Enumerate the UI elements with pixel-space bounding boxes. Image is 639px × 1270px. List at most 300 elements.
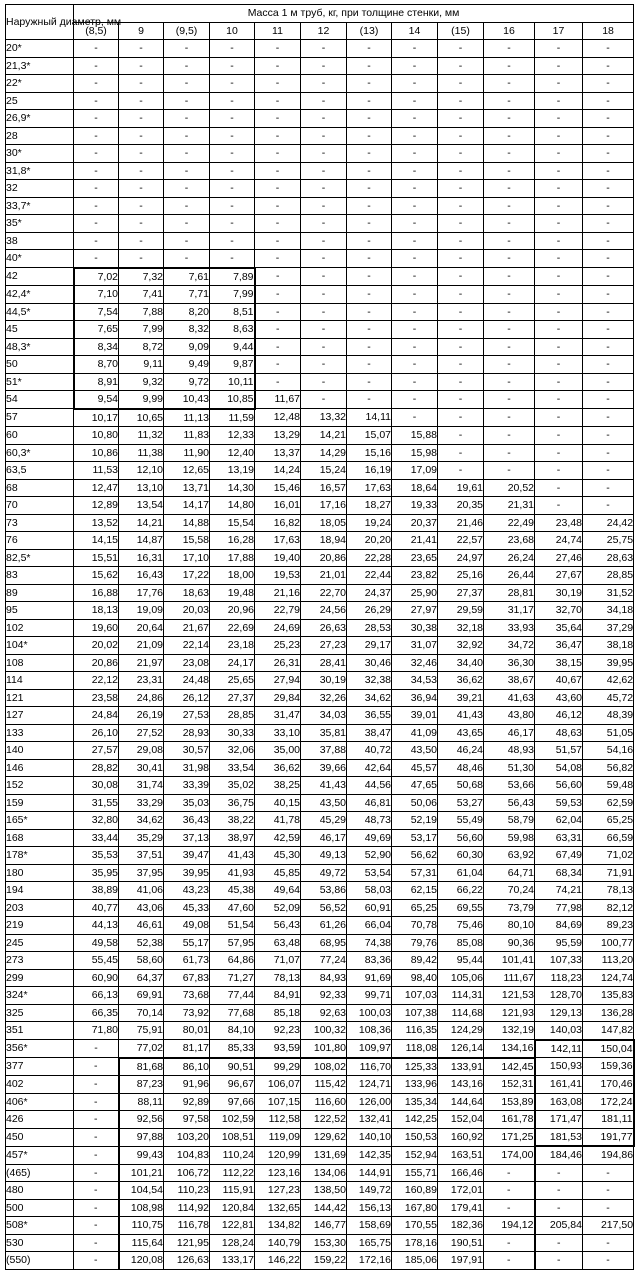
mass-cell: 97,58 — [164, 1111, 210, 1129]
diameter-cell: 33,7* — [6, 197, 74, 215]
mass-cell: 81,17 — [164, 1040, 210, 1058]
mass-cell: 14,30 — [210, 479, 255, 497]
mass-cell: - — [74, 1217, 119, 1235]
diameter-cell: 159 — [6, 794, 74, 812]
mass-cell: 38,15 — [535, 654, 583, 672]
diameter-cell: 38 — [6, 232, 74, 250]
mass-cell: 30,33 — [210, 724, 255, 742]
mass-cell: 49,58 — [74, 934, 119, 952]
mass-cell: 62,15 — [392, 882, 438, 900]
mass-cell: - — [438, 321, 484, 339]
mass-cell: - — [438, 268, 484, 286]
mass-cell: 26,19 — [119, 707, 164, 725]
mass-cell: - — [484, 92, 535, 110]
mass-cell: - — [255, 338, 301, 356]
mass-cell: - — [301, 145, 347, 163]
mass-cell: 35,64 — [535, 619, 583, 637]
mass-cell: 166,46 — [438, 1164, 484, 1182]
table-row — [6, 654, 634, 672]
mass-cell: 16,43 — [119, 567, 164, 585]
mass-cell: 15,46 — [255, 479, 301, 497]
mass-cell: 37,95 — [119, 864, 164, 882]
mass-cell: 56,60 — [438, 829, 484, 847]
table-row — [6, 321, 634, 339]
mass-cell: 45,85 — [255, 864, 301, 882]
mass-cell: - — [484, 40, 535, 58]
mass-cell: 28,85 — [210, 707, 255, 725]
mass-cell: - — [255, 268, 301, 286]
mass-cell: 26,31 — [255, 654, 301, 672]
mass-cell: 36,94 — [392, 689, 438, 707]
mass-cell: - — [255, 127, 301, 145]
mass-cell: 33,44 — [74, 829, 119, 847]
mass-cell: 26,12 — [164, 689, 210, 707]
mass-cell: 11,67 — [255, 391, 301, 409]
mass-cell: 73,92 — [164, 1004, 210, 1022]
mass-cell: 24,37 — [347, 584, 392, 602]
mass-cell: 43,23 — [164, 882, 210, 900]
mass-cell: 111,67 — [484, 969, 535, 987]
mass-cell: - — [392, 303, 438, 321]
mass-cell: 129,62 — [301, 1128, 347, 1146]
mass-cell: 152,94 — [392, 1146, 438, 1164]
mass-cell: 134,82 — [255, 1217, 301, 1235]
mass-cell: 28,81 — [484, 584, 535, 602]
mass-cell: 116,60 — [301, 1093, 347, 1111]
mass-cell: 23,08 — [164, 654, 210, 672]
mass-cell: 54,16 — [583, 742, 634, 760]
mass-cell: - — [74, 145, 119, 163]
diameter-cell: 203 — [6, 899, 74, 917]
mass-cell: - — [392, 232, 438, 250]
mass-cell: 159,22 — [301, 1252, 347, 1270]
mass-cell: 54,08 — [535, 759, 583, 777]
mass-cell: - — [535, 40, 583, 58]
mass-cell: - — [583, 497, 634, 515]
mass-cell: 24,86 — [119, 689, 164, 707]
mass-cell: - — [484, 250, 535, 268]
mass-cell: 27,94 — [255, 672, 301, 690]
mass-cell: 99,71 — [347, 987, 392, 1005]
diameter-cell: 22* — [6, 75, 74, 93]
mass-cell: - — [347, 250, 392, 268]
mass-cell: - — [583, 250, 634, 268]
mass-cell: 84,91 — [255, 987, 301, 1005]
mass-cell: 101,21 — [119, 1164, 164, 1182]
header-row-top — [6, 5, 634, 23]
mass-cell: 14,17 — [164, 497, 210, 515]
mass-cell: 27,67 — [535, 567, 583, 585]
mass-cell: 20,37 — [392, 514, 438, 532]
mass-cell: 51,54 — [210, 917, 255, 935]
mass-cell: 144,64 — [438, 1093, 484, 1111]
mass-cell: 18,63 — [164, 584, 210, 602]
mass-cell: 27,46 — [535, 549, 583, 567]
mass-cell: 30,19 — [301, 672, 347, 690]
mass-cell: 93,59 — [255, 1040, 301, 1058]
mass-cell: - — [301, 162, 347, 180]
mass-cell: 69,55 — [438, 899, 484, 917]
diameter-cell: 530 — [6, 1234, 74, 1252]
mass-cell: 32,18 — [438, 619, 484, 637]
mass-cell: 99,43 — [119, 1146, 164, 1164]
diameter-cell: 426 — [6, 1111, 74, 1129]
table-row — [6, 742, 634, 760]
mass-cell: 56,82 — [583, 759, 634, 777]
mass-cell: - — [301, 268, 347, 286]
mass-cell: 101,80 — [301, 1040, 347, 1058]
mass-cell: 26,29 — [347, 602, 392, 620]
mass-cell: 97,66 — [210, 1093, 255, 1111]
diameter-cell: 114 — [6, 672, 74, 690]
mass-cell: - — [535, 1182, 583, 1200]
mass-cell: 61,04 — [438, 864, 484, 882]
mass-cell: 21,97 — [119, 654, 164, 672]
mass-cell: - — [210, 197, 255, 215]
mass-cell: - — [164, 232, 210, 250]
thickness-header: 17 — [535, 22, 583, 40]
mass-cell: 159,36 — [583, 1058, 634, 1076]
mass-cell: 152,31 — [484, 1076, 535, 1094]
mass-cell: 140,10 — [347, 1128, 392, 1146]
diameter-cell: 63,5 — [6, 462, 74, 480]
mass-cell: 89,23 — [583, 917, 634, 935]
mass-cell: - — [301, 286, 347, 304]
mass-cell: - — [301, 321, 347, 339]
table-row — [6, 75, 634, 93]
mass-cell: 19,24 — [347, 514, 392, 532]
mass-cell: 140,03 — [535, 1022, 583, 1040]
mass-cell: 12,47 — [74, 479, 119, 497]
mass-cell: 27,97 — [392, 602, 438, 620]
mass-cell: 144,42 — [301, 1199, 347, 1217]
mass-cell: 70,78 — [392, 917, 438, 935]
mass-cell: - — [438, 250, 484, 268]
mass-cell: - — [74, 1182, 119, 1200]
mass-cell: 64,86 — [210, 952, 255, 970]
mass-cell: 41,43 — [210, 847, 255, 865]
mass-cell: 12,10 — [119, 462, 164, 480]
mass-cell: 66,35 — [74, 1004, 119, 1022]
mass-cell: - — [119, 127, 164, 145]
mass-cell: 128,24 — [210, 1234, 255, 1252]
mass-cell: 102,59 — [210, 1111, 255, 1129]
mass-cell: - — [535, 180, 583, 198]
mass-cell: 181,53 — [535, 1128, 583, 1146]
mass-cell: 29,08 — [119, 742, 164, 760]
mass-cell: - — [119, 197, 164, 215]
mass-cell: 28,63 — [583, 549, 634, 567]
mass-cell: - — [255, 162, 301, 180]
mass-cell: 124,71 — [347, 1076, 392, 1094]
mass-cell: 132,41 — [347, 1111, 392, 1129]
mass-cell: - — [255, 40, 301, 58]
mass-cell: - — [210, 162, 255, 180]
mass-cell: 142,11 — [535, 1040, 583, 1058]
mass-cell: 108,36 — [347, 1022, 392, 1040]
table-row — [6, 567, 634, 585]
diameter-cell: 152 — [6, 777, 74, 795]
table-row — [6, 356, 634, 374]
mass-cell: - — [484, 1164, 535, 1182]
mass-cell: - — [255, 110, 301, 128]
mass-cell: - — [535, 215, 583, 233]
mass-cell: - — [392, 57, 438, 75]
mass-cell: 8,70 — [74, 356, 119, 374]
table-row — [6, 427, 634, 445]
mass-cell: - — [347, 338, 392, 356]
mass-cell: 17,22 — [164, 567, 210, 585]
table-row — [6, 514, 634, 532]
mass-cell: 13,71 — [164, 479, 210, 497]
mass-cell: 45,29 — [301, 812, 347, 830]
mass-cell: - — [484, 409, 535, 427]
mass-cell: - — [484, 127, 535, 145]
mass-cell: 22,44 — [347, 567, 392, 585]
mass-cell: 43,50 — [392, 742, 438, 760]
mass-cell: - — [347, 180, 392, 198]
mass-cell: 32,92 — [438, 637, 484, 655]
mass-cell: 118,08 — [392, 1040, 438, 1058]
table-row — [6, 829, 634, 847]
mass-cell: 52,09 — [255, 899, 301, 917]
mass-cell: - — [164, 92, 210, 110]
mass-cell: - — [255, 92, 301, 110]
mass-cell: 11,38 — [119, 444, 164, 462]
diameter-cell: 273 — [6, 952, 74, 970]
mass-cell: 30,08 — [74, 777, 119, 795]
mass-cell: 46,61 — [119, 917, 164, 935]
mass-cell: 18,27 — [347, 497, 392, 515]
mass-cell: 90,51 — [210, 1058, 255, 1076]
mass-cell: - — [438, 75, 484, 93]
mass-cell: 140,79 — [255, 1234, 301, 1252]
mass-cell: 30,38 — [392, 619, 438, 637]
mass-cell: 36,55 — [347, 707, 392, 725]
mass-cell: - — [583, 391, 634, 409]
mass-cell: 28,53 — [347, 619, 392, 637]
mass-cell: 34,53 — [392, 672, 438, 690]
mass-cell: 34,62 — [347, 689, 392, 707]
mass-cell: - — [535, 391, 583, 409]
mass-cell: 126,63 — [164, 1252, 210, 1270]
mass-cell: 30,57 — [164, 742, 210, 760]
mass-cell: 71,27 — [210, 969, 255, 987]
table-row — [6, 584, 634, 602]
mass-cell: 7,89 — [210, 268, 255, 286]
mass-cell: - — [484, 145, 535, 163]
mass-cell: - — [438, 286, 484, 304]
mass-cell: 22,49 — [484, 514, 535, 532]
mass-cell: - — [535, 232, 583, 250]
mass-cell: 9,44 — [210, 338, 255, 356]
mass-cell: 31,52 — [583, 584, 634, 602]
mass-cell: 73,79 — [484, 899, 535, 917]
mass-cell: - — [438, 145, 484, 163]
mass-cell: - — [438, 92, 484, 110]
mass-cell: 38,97 — [210, 829, 255, 847]
mass-cell: - — [484, 462, 535, 480]
mass-cell: 52,90 — [347, 847, 392, 865]
table-row — [6, 707, 634, 725]
mass-cell: 85,18 — [255, 1004, 301, 1022]
mass-cell: - — [210, 145, 255, 163]
table-row — [6, 1164, 634, 1182]
mass-cell: - — [392, 180, 438, 198]
table-row — [6, 934, 634, 952]
mass-cell: - — [164, 40, 210, 58]
mass-cell: - — [392, 127, 438, 145]
mass-cell: 205,84 — [535, 1217, 583, 1235]
mass-cell: - — [392, 373, 438, 391]
mass-cell: 14,11 — [347, 409, 392, 427]
mass-cell: 75,46 — [438, 917, 484, 935]
mass-cell: 153,30 — [301, 1234, 347, 1252]
diameter-cell: (550) — [6, 1252, 74, 1270]
diameter-cell: 356* — [6, 1040, 74, 1058]
mass-cell: 107,15 — [255, 1093, 301, 1111]
mass-cell: 23,31 — [119, 672, 164, 690]
mass-cell: - — [347, 321, 392, 339]
mass-cell: 77,44 — [210, 987, 255, 1005]
mass-cell: 69,91 — [119, 987, 164, 1005]
mass-cell: 32,46 — [392, 654, 438, 672]
mass-cell: 146,77 — [301, 1217, 347, 1235]
mass-cell: 41,93 — [210, 864, 255, 882]
mass-cell: 35,29 — [119, 829, 164, 847]
table-row — [6, 497, 634, 515]
mass-cell: 24,56 — [301, 602, 347, 620]
mass-cell: 10,43 — [164, 391, 210, 409]
mass-cell: - — [583, 180, 634, 198]
mass-cell: - — [255, 75, 301, 93]
mass-cell: - — [301, 373, 347, 391]
mass-cell: - — [210, 180, 255, 198]
mass-cell: 110,23 — [164, 1182, 210, 1200]
mass-cell: - — [583, 373, 634, 391]
mass-cell: 65,25 — [392, 899, 438, 917]
mass-cell: - — [347, 232, 392, 250]
table-row — [6, 724, 634, 742]
mass-cell: - — [74, 1111, 119, 1129]
table-row — [6, 899, 634, 917]
mass-cell: 51,30 — [484, 759, 535, 777]
mass-cell: 23,68 — [484, 532, 535, 550]
diameter-cell: 508* — [6, 1217, 74, 1235]
table-row — [6, 1146, 634, 1164]
mass-cell: 91,96 — [164, 1076, 210, 1094]
mass-cell: 194,12 — [484, 1217, 535, 1235]
mass-cell: - — [301, 75, 347, 93]
mass-cell: 55,45 — [74, 952, 119, 970]
mass-cell: 17,10 — [164, 549, 210, 567]
table-row — [6, 619, 634, 637]
mass-cell: 35,81 — [301, 724, 347, 742]
mass-cell: - — [535, 57, 583, 75]
thickness-header: (8,5) — [74, 22, 119, 40]
mass-cell: 70,24 — [484, 882, 535, 900]
mass-cell: 17,09 — [392, 462, 438, 480]
mass-cell: 41,78 — [255, 812, 301, 830]
thickness-header: 16 — [484, 22, 535, 40]
mass-cell: - — [301, 250, 347, 268]
mass-cell: 124,29 — [438, 1022, 484, 1040]
mass-cell: 38,47 — [347, 724, 392, 742]
mass-cell: - — [535, 409, 583, 427]
mass-cell: 95,44 — [438, 952, 484, 970]
mass-cell: 144,91 — [347, 1164, 392, 1182]
mass-cell: 88,11 — [119, 1093, 164, 1111]
mass-cell: - — [484, 321, 535, 339]
mass-cell: 67,83 — [164, 969, 210, 987]
mass-cell: 47,65 — [392, 777, 438, 795]
mass-cell: 19,61 — [438, 479, 484, 497]
mass-cell: - — [119, 40, 164, 58]
mass-cell: - — [392, 75, 438, 93]
table-row — [6, 917, 634, 935]
mass-cell: 92,89 — [164, 1093, 210, 1111]
mass-cell: 66,22 — [438, 882, 484, 900]
mass-cell: 108,51 — [210, 1128, 255, 1146]
mass-cell: 77,98 — [535, 899, 583, 917]
mass-cell: 156,13 — [347, 1199, 392, 1217]
mass-cell: - — [164, 127, 210, 145]
mass-cell: - — [484, 1252, 535, 1270]
mass-cell: - — [347, 197, 392, 215]
mass-cell: 104,83 — [164, 1146, 210, 1164]
mass-cell: 45,57 — [392, 759, 438, 777]
mass-cell: 42,64 — [347, 759, 392, 777]
mass-cell: - — [484, 180, 535, 198]
mass-cell: - — [119, 75, 164, 93]
mass-cell: - — [392, 197, 438, 215]
table-row — [6, 1111, 634, 1129]
table-row — [6, 864, 634, 882]
table-row — [6, 232, 634, 250]
mass-cell: 14,87 — [119, 532, 164, 550]
mass-cell: - — [255, 373, 301, 391]
diameter-cell: 95 — [6, 602, 74, 620]
mass-cell: 39,95 — [583, 654, 634, 672]
mass-cell: 134,06 — [301, 1164, 347, 1182]
mass-cell: - — [74, 1076, 119, 1094]
mass-cell: 79,76 — [392, 934, 438, 952]
mass-cell: 31,47 — [255, 707, 301, 725]
mass-cell: 92,33 — [301, 987, 347, 1005]
mass-cell: 74,38 — [347, 934, 392, 952]
mass-cell: 45,30 — [255, 847, 301, 865]
mass-cell: 35,00 — [255, 742, 301, 760]
table-row — [6, 602, 634, 620]
mass-cell: 42,59 — [255, 829, 301, 847]
mass-cell: - — [392, 215, 438, 233]
mass-cell: 7,65 — [74, 321, 119, 339]
mass-cell: 7,71 — [164, 286, 210, 304]
mass-cell: 179,41 — [438, 1199, 484, 1217]
mass-cell: 17,63 — [347, 479, 392, 497]
thickness-header: (15) — [438, 22, 484, 40]
mass-cell: - — [392, 286, 438, 304]
mass-cell: - — [164, 75, 210, 93]
mass-cell: 114,68 — [438, 1004, 484, 1022]
mass-cell: 22,57 — [438, 532, 484, 550]
table-row — [6, 637, 634, 655]
mass-cell: 20,20 — [347, 532, 392, 550]
mass-cell: 20,03 — [164, 602, 210, 620]
mass-cell: 118,23 — [535, 969, 583, 987]
mass-cell: 7,88 — [119, 303, 164, 321]
mass-cell: 9,49 — [164, 356, 210, 374]
